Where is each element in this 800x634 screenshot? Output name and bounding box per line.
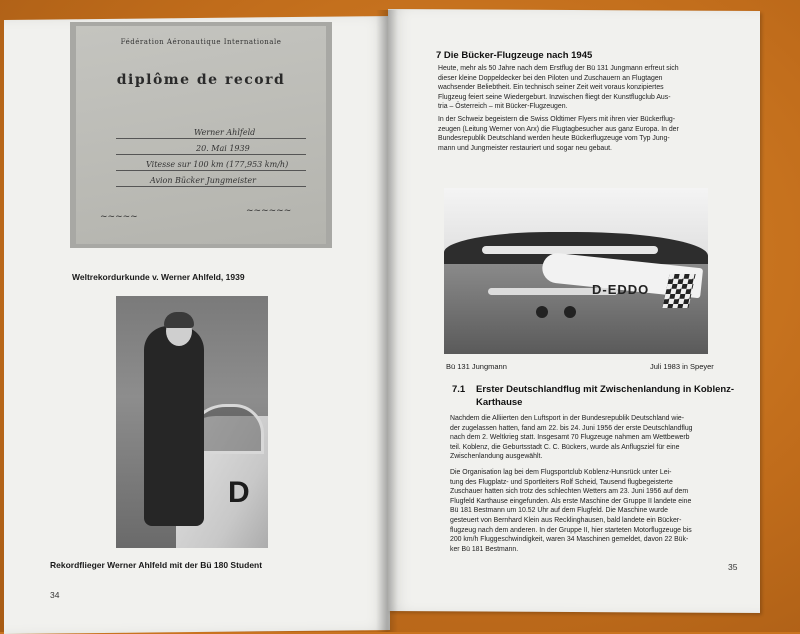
diploma-header: Fédération Aéronautique Internationale: [120, 38, 282, 46]
aircraft-marking: D: [228, 476, 250, 509]
diploma-line: [116, 138, 306, 139]
text-line: Zwischenlandung ausgewählt.: [450, 453, 543, 461]
diploma-caption: Weltrekordurkunde v. Werner Ahlfeld, 1939: [72, 272, 245, 282]
section-7-1-paragraph-2: [450, 468, 692, 554]
text-line: In der Schweiz begeistern die Swiss Oldtimer Flyers mit ihren vier Bückerflug-: [438, 116, 676, 123]
section-7-paragraph-2: [438, 115, 679, 153]
diploma-title: diplôme de record: [116, 72, 286, 88]
diploma-handwriting: 20. Mai 1939: [196, 144, 250, 153]
diploma-handwriting: Werner Ahlfeld: [194, 128, 256, 137]
section-7-1-number: 7.1: [452, 384, 466, 395]
text-line: 200 km/h Fluggeschwindigkeit, waren 34 Maschinen gemeldet, davon 22 Bük-: [450, 536, 689, 544]
text-line: dieser kleine Doppeldecker bei den Piloten und Zuschauern an Flugtagen: [438, 74, 663, 82]
diploma-photo: [70, 22, 332, 248]
pilot-photo: [116, 296, 268, 548]
pilot-caption: Rekordflieger Werner Ahlfeld mit der Bü 180 Student: [50, 560, 263, 570]
upper-wing: [482, 246, 658, 254]
biplane-registration: D-EDDO: [592, 282, 650, 297]
pilot-figure: [144, 326, 204, 526]
text-line: tung des Flugplatz- und Sportleiters Rolf Scheid, Tausend flugbegeisterte: [450, 478, 673, 486]
diploma-handwriting: Avion Bücker Jungmeister: [150, 176, 256, 185]
diploma-paper: [76, 26, 326, 244]
landing-wheel: [536, 306, 548, 318]
section-7-1-paragraph-1: [450, 414, 692, 462]
diploma-handwriting: Vitesse sur 100 km (177,953 km/h): [146, 160, 289, 169]
biplane-photo: [444, 188, 708, 354]
section-7-1-heading-line-1: Erster Deutschlandflug mit Zwischenlandung in Koblenz-: [476, 384, 735, 395]
page-number-right: 35: [728, 562, 738, 572]
text-line: Zuschauer hatten sich trotz des schlechten Wetters am 23. Juni 1956 auf dem: [450, 488, 689, 496]
section-7-heading: 7 Die Bücker-Flugzeuge nach 1945: [436, 50, 593, 61]
diploma-line: [116, 170, 306, 171]
text-line: Bundesrepublik Deutschland werden heute Bückerflugzeuge vom Typ Jung-: [438, 135, 670, 143]
text-line: zeugen (Leitung Werner von Arx) die Flugtagbesucher aus ganz Europa. In der: [438, 125, 679, 133]
text-line: nach dem 2. Weltkrieg statt. Insgesamt 70 Flugzeuge nahmen am Wettbewerb: [450, 434, 690, 442]
landing-wheel: [564, 306, 576, 318]
section-7-1-heading-line-2: Karthause: [476, 397, 523, 408]
text-line: mann und Jungmeister restauriert und sogar neu gebaut.: [438, 144, 612, 152]
text-line: Die Organisation lag bei dem Flugsportclub Koblenz-Hunsrück unter Lei-: [450, 469, 672, 476]
text-line: Heute, mehr als 50 Jahre nach dem Erstflug der Bü 131 Jungmann erfreut sich: [438, 65, 679, 72]
biplane-caption-left: Bü 131 Jungmann: [446, 362, 507, 371]
text-line: flugzeug nach dem anderen. In der Gruppe II, hier starteten Motorflugzeuge bis: [450, 526, 692, 534]
diploma-line: [116, 186, 306, 187]
diploma-line: [116, 154, 306, 155]
page-number-left: 34: [50, 590, 60, 600]
text-line: wachsender Beliebtheit. Ein technisch seiner Zeit weit voraus konzipiertes: [438, 84, 664, 92]
text-line: der zugelassen hatten, fand am 22. bis 24. Juni 1956 der erste Deutschlandflug: [450, 424, 693, 432]
diploma-signature: ~~~~~~: [246, 206, 292, 216]
pilot-helmet: [164, 312, 194, 328]
text-line: Flugzeug feiert seine Wiedergeburt. Inzwischen fliegt der Kunstflugclub Aus-: [438, 93, 671, 101]
text-line: Nachdem die Alliierten den Luftsport in der Bundesrepublik Deutschland wie-: [450, 415, 685, 422]
section-7-paragraph-1: [438, 64, 679, 112]
diploma-signature: ~~~~~: [100, 212, 138, 222]
text-line: Bü 181 Bestmann um 10.52 Uhr auf dem Flugfeld. Die Maschine wurde: [450, 507, 668, 515]
text-line: teil. Koblenz, die Geburtsstadt C. C. Bückers, wurde als Anflugsziel für eine: [450, 443, 680, 451]
text-line: gesteuert von Bernhard Klein aus Recklinghausen, bald landete ein Bücker-: [450, 516, 682, 524]
text-line: ker Bü 181 Bestmann.: [450, 545, 519, 553]
biplane-caption-right: Juli 1983 in Speyer: [650, 362, 714, 371]
text-line: Flugfeld Karthause eingefunden. Als erste Maschine der Gruppe II landete eine: [450, 497, 692, 505]
text-line: tria – Österreich – mit Bücker-Flugzeugen.: [438, 103, 568, 111]
